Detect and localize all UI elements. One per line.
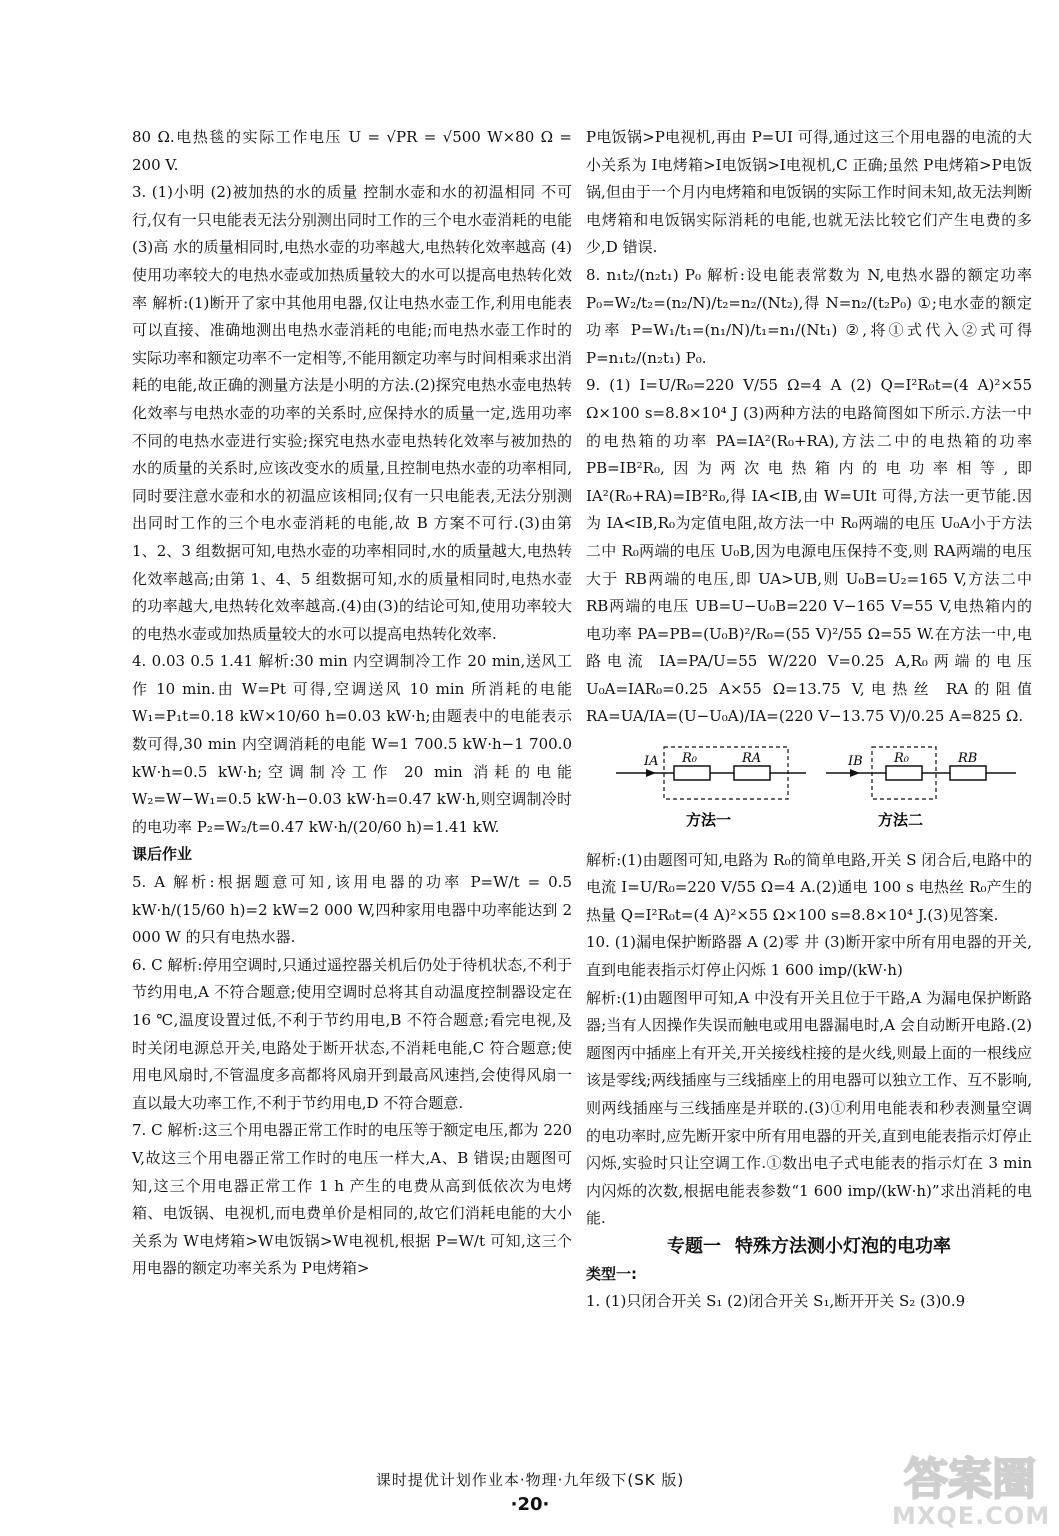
- type-label: 类型一:: [586, 1264, 637, 1283]
- answer-paragraph: 8. n₁t₂/(n₂t₁) P₀ 解析:设电能表常数为 N,电热水器的额定功率 P₀=W₂/t₂=(n₂/N)/t₂=n₂/(Nt₂),得 N=n₂/(t₂P₀) ①;电水壶的额定功率 P=W₁/t₁=(n₁/N)/t₁=n₁/(Nt₁) ②,将①式代入②式可得 P=n₁t₂/(n₂t₁) P₀.: [586, 265, 1032, 367]
- page-number: ·20·: [510, 1494, 550, 1515]
- current-label: IB: [848, 754, 863, 770]
- answer-paragraph: 7. C 解析:这三个用电器正常工作时的电压等于额定电压,都为 220 V,故这三个用电器正常工作时的电压一样大,A、B 错误;由题图可知,这三个用电器正常工作 1 h 产生的电费从高到低依次为电烤箱、电饭锅、电视机,而电费单价是相同的,故它们消耗电能的大小关系为 W电烤箱>W电饭锅>W电视机,根据 P=W/t 可知,这三个用电器的额定功率关系为 P电烤箱>: [132, 1121, 572, 1278]
- circuit-method-2: [826, 747, 1016, 829]
- answer-paragraph: 6. C 解析:停用空调时,只通过遥控器关机后仍处于待机状态,不利于节约用电,A 不符合题意;使用空调时总将其自动温度控制器设定在 16 ℃,温度设置过低,不利于节约用电,B 不符合题意;看完电视,及时关闭电源总开关,电路处于断开状态,不消耗电能,C 符合题意;使用电风扇时,不管温度多高都将风扇开到最高风速挡,会使得风扇一直以最大功率工作,不利于节约用电,D 不符合题意.: [132, 955, 572, 1112]
- right-column: [586, 124, 1032, 1316]
- method-label: 方法二: [878, 811, 924, 830]
- watermark-logo-text: 答案圈: [904, 1454, 1036, 1505]
- answer-paragraph: 80 Ω.电热毯的实际工作电压 U = √PR = √500 W×80 Ω = 200 V.: [132, 128, 572, 174]
- resistor-label: RA: [742, 751, 762, 767]
- footer-text: 课时提优计划作业本·物理·九年级下(SK 版): [375, 1471, 685, 1489]
- answer-paragraph: 10. (1)漏电保护断路器 A (2)零 井 (3)断开家中所有用电器的开关,直到电能表指示灯停止闪烁 1 600 imp/(kW·h): [586, 933, 1032, 980]
- answer-paragraph: 解析:(1)由题图可知,电路为 R₀的简单电路,开关 S 闭合后,电路中的电流 I=U/R₀=220 V/55 Ω=4 A.(2)通电 100 s 电热丝 R₀产生的热量 Q=I²R₀t=(4 A)²×55 Ω×100 s=8.8×10⁴ J.(3)见答案.: [586, 850, 1032, 924]
- watermark-url: MXQE.COM: [892, 1502, 1051, 1530]
- circuit-method-1: [616, 747, 806, 829]
- method-label: 方法一: [686, 811, 732, 830]
- topic-title: 特殊方法测小灯泡的电功率: [735, 1235, 951, 1257]
- section-heading-homework: 课后作业: [132, 845, 193, 864]
- answer-paragraph: 5. A 解析:根据题意可知,该用电器的功率 P=W/t = 0.5 kW·h/(15/60 h)=2 kW=2 000 W,四种家用电器中功率能达到 2 000 W 的只有电热水器.: [132, 873, 572, 947]
- resistor-rb: [950, 766, 986, 780]
- resistor-ra: [734, 766, 770, 780]
- resistor-r0: [674, 766, 710, 780]
- resistor-label: RB: [958, 751, 978, 767]
- answer-paragraph: 3. (1)小明 (2)被加热的水的质量 控制水壶和水的初温相同 不可行,仅有一只电能表无法分别测出同时工作的三个电水壶消耗的电能 (3)高 水的质量相同时,电热水壶的功率越大,电热转化效率越高 (4)使用功率较大的电热水壶或加热质量较大的水可以提高电热转化效率 解析:(1)断开了家中其他用电器,仅让电热水壶工作,利用电能表可以直接、准确地测出电热水壶消耗的电能;而电热水壶工作时的实际功率和额定功率不一定相等,不能用额定功率与时间相乘求出消耗的电能,故正确的测量方法是小明的方法.(2)探究电热水壶电热转化效率与电热水壶的功率的关系时,应保持水的质量一定,选用功率不同的电热水壶进行实验;探究电热水壶电热转化效率与被加热的水的质量的关系时,应该改变水的质量,且控制电热水壶的功率相同,同时要注意水壶和水的初温应该相同;仅有一只电能表,无法分别测出同时工作的三个电水壶消耗的电能,故 B 方案不可行.(3)由第 1、2、3 组数据可知,电热水壶的功率相同时,水的质量越大,电热转化效率越高;由第 1、4、5 组数据可知,水的质量相同时,电热水壶的功率越大,电热转化效率越高.(4)由(3)的结论可知,使用功率较大的电热水壶或加热质量较大的水可以提高电热转化效率.: [132, 183, 572, 643]
- answer-paragraph: P电饭锅>P电视机,再由 P=UI 可得,通过这三个用电器的电流的大小关系为 I电烤箱>I电饭锅>I电视机,C 正确;虽然 P电烤箱>P电饭锅,但由于一个月内电烤箱和电饭锅的实际工作时间未知,故无法判断电烤箱和电饭锅实际消耗的电能,也就无法比较它们产生电费的多少,D 错误.: [586, 128, 1032, 257]
- answer-paragraph: 1. (1)只闭合开关 S₁ (2)闭合开关 S₁,断开开关 S₂ (3)0.9: [586, 1292, 966, 1311]
- topic-heading: [586, 1233, 1032, 1261]
- answer-paragraph: 解析:(1)由题图甲可知,A 中没有开关且位于干路,A 为漏电保护断路器;当有人因操作失误而触电或用电器漏电时,A 会自动断开电路.(2)题图丙中插座上有开关,开关接线柱接的是火线,则最上面的一根线应该是零线;两线插座与三线插座上的用电器可以独立工作、互不影响,则两线插座与三线插座是并联的.(3)①利用电能表和秒表测量空调的电功率时,应先断开家中所有用电器的开关,直到电能表指示灯停止闪烁,实验时只让空调工作.①数出电子式电能表的指示灯在 3 min 内闪烁的次数,根据电能表参数“1 600 imp/(kW·h)”求出消耗的电能.: [586, 988, 1032, 1228]
- resistor-label: R₀: [894, 751, 909, 767]
- resistor-r0: [886, 766, 922, 780]
- circuit-diagram: [616, 739, 1016, 831]
- left-column: [132, 124, 572, 1283]
- answer-paragraph: 9. (1) I=U/R₀=220 V/55 Ω=4 A (2) Q=I²R₀t=(4 A)²×55 Ω×100 s=8.8×10⁴ J (3)两种方法的电路简图如下所示.方法一中的电热箱的功率 PA=IA²(R₀+RA),方法二中的电热箱的功率 PB=IB²R₀,因为两次电热箱内的电功率相等,即 IA²(R₀+RA)=IB²R₀,得 IA<IB,由 W=UIt 可得,方法一更节能.因为 IA<IB,R₀为定值电阻,故方法一中 R₀两端的电压 U₀A小于方法二中 R₀两端的电压 U₀B,因为电源电压保持不变,则 RA两端的电压大于 RB两端的电压,即 UA>UB,则 U₀B=U₂=165 V,方法二中 RB两端的电压 UB=U−U₀B=220 V−165 V=55 V,电热箱内的电功率 PA=PB=(U₀B)²/R₀=(55 V)²/55 Ω=55 W.在方法一中,电路电流 IA=PA/U=55 W/220 V=0.25 A,R₀两端的电压 U₀A=IAR₀=0.25 A×55 Ω=13.75 V,电热丝 RA的阻值 RA=UA/IA=(U−U₀A)/IA=(220 V−13.75 V)/0.25 A=825 Ω.: [586, 376, 1032, 726]
- answer-paragraph: 4. 0.03 0.5 1.41 解析:30 min 内空调制冷工作 20 min,送风工作 10 min.由 W=Pt 可得,空调送风 10 min 所消耗的电能 W₁=P₁t=0.18 kW×10/60 h=0.03 kW·h;由题表中的电能表示数可得,30 min 内空调消耗的电能 W=1 700.5 kW·h−1 700.0 kW·h=0.5 kW·h;空调制冷工作 20 min 消耗的电能 W₂=W−W₁=0.5 kW·h−0.03 kW·h=0.47 kW·h,则空调制冷时的电功率 P₂=W₂/t=0.47 kW·h/(20/60 h)=1.41 kW.: [132, 652, 572, 836]
- current-label: IA: [644, 754, 659, 770]
- topic-number: 专题一: [667, 1235, 721, 1257]
- resistor-label: R₀: [682, 751, 697, 767]
